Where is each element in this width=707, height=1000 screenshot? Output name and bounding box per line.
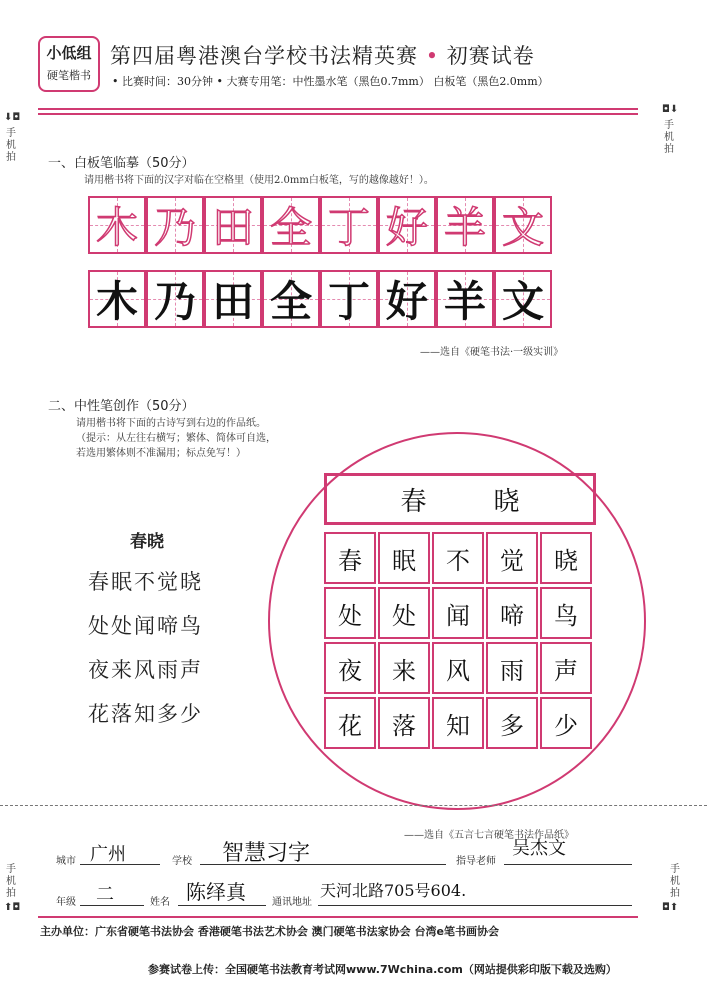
work-cell: 晓 (540, 532, 592, 584)
model-char-row (88, 196, 552, 254)
work-cell: 知 (432, 697, 484, 749)
school-value[interactable]: 智慧习字 (222, 841, 311, 866)
poem-line: 夜来风雨声 (88, 658, 203, 682)
work-cell: 落 (378, 697, 430, 749)
name-underline (178, 905, 266, 906)
work-cell: 少 (540, 697, 592, 749)
camera-icon-top-right: ◘⬇ (662, 104, 679, 115)
work-cell: 闻 (432, 587, 484, 639)
title-dot: • (425, 44, 440, 68)
work-cell: 来 (378, 642, 430, 694)
work-title-char: 春 (400, 486, 427, 517)
written-char-cell: 丁 (320, 270, 378, 328)
written-char-row (88, 270, 552, 328)
address-value[interactable]: 天河北路705号604. (320, 881, 467, 900)
model-char-cell: 田 (204, 196, 262, 254)
header-rule (38, 108, 638, 110)
work-cell: 不 (432, 532, 484, 584)
city-label: 城市 (56, 856, 76, 867)
teacher-value[interactable]: 吴杰文 (512, 838, 566, 859)
work-cell: 夜 (324, 642, 376, 694)
written-char-cell: 田 (204, 270, 262, 328)
poem-line: 处处闻啼鸟 (88, 614, 203, 638)
work-row (324, 697, 594, 749)
work-cell: 花 (324, 697, 376, 749)
work-cell: 觉 (486, 532, 538, 584)
header-rule-2 (38, 113, 638, 115)
side-label-top-left: 手 机 拍 (6, 128, 16, 163)
side-label-bottom-left: 手 机 拍 (6, 864, 16, 899)
page-title (110, 40, 535, 70)
poem-line: 春眠不觉晓 (88, 570, 203, 594)
work-cell: 鸟 (540, 587, 592, 639)
name-value[interactable]: 陈绎真 (186, 880, 246, 904)
work-row (324, 532, 594, 584)
badge-group: 小低组 (46, 44, 92, 62)
title-stage: 初赛试卷 (446, 44, 535, 68)
section2-source: ——选自《五言七言硬笔书法作品纸》 (404, 830, 574, 841)
poem-line: 花落知多少 (88, 702, 203, 726)
footer-rule (38, 916, 638, 918)
work-row (324, 642, 594, 694)
work-cell: 处 (324, 587, 376, 639)
work-cell: 处 (378, 587, 430, 639)
written-char-cell: 好 (378, 270, 436, 328)
grade-label: 年级 (56, 897, 76, 908)
group-badge (38, 36, 100, 92)
work-title-char: 晓 (493, 486, 520, 517)
grade-underline (80, 905, 144, 906)
model-char-cell: 全 (262, 196, 320, 254)
camera-icon-bottom-right: ◘⬆ (662, 902, 679, 913)
model-char-cell: 好 (378, 196, 436, 254)
side-label-bottom-right: 手 机 拍 (670, 864, 680, 899)
badge-type: 硬笔楷书 (47, 69, 91, 82)
model-char-cell: 乃 (146, 196, 204, 254)
camera-icon-bottom-left: ⬆◘ (4, 902, 21, 913)
title-main: 第四届粤港澳台学校书法精英赛 (110, 44, 418, 68)
work-cell: 眠 (378, 532, 430, 584)
work-title-box (324, 473, 596, 525)
section2-heading: 二、中性笔创作（50分） (48, 399, 195, 414)
camera-icon-top-left: ⬇◘ (4, 112, 21, 123)
city-value[interactable]: 广州 (90, 844, 126, 865)
written-char-cell: 羊 (436, 270, 494, 328)
work-cell: 风 (432, 642, 484, 694)
written-char-cell: 乃 (146, 270, 204, 328)
name-label: 姓名 (150, 897, 170, 908)
city-underline (80, 864, 160, 865)
address-label: 通讯地址 (272, 897, 312, 908)
cut-line (0, 805, 707, 806)
exam-info: • 比赛时间：30分钟 • 大赛专用笔：中性墨水笔（黑色0.7mm） 白板笔（黑色2.0mm） (112, 75, 549, 88)
side-label-top-right: 手 机 拍 (664, 120, 674, 155)
model-char-cell: 丁 (320, 196, 378, 254)
grade-value[interactable]: 二 (96, 884, 114, 905)
written-char-cell: 文 (494, 270, 552, 328)
model-char-cell: 羊 (436, 196, 494, 254)
work-cell: 雨 (486, 642, 538, 694)
school-underline (200, 864, 446, 865)
upload-info: 参赛试卷上传：全国硬笔书法教育考试网www.7Wchina.com（网站提供彩印版下载及选购） (148, 963, 617, 976)
model-char-cell: 文 (494, 196, 552, 254)
written-char-cell: 木 (88, 270, 146, 328)
teacher-underline (504, 864, 632, 865)
model-char-cell: 木 (88, 196, 146, 254)
section1-heading: 一、白板笔临摹（50分） (48, 156, 195, 171)
school-label: 学校 (172, 856, 192, 867)
organizers: 主办单位：广东省硬笔书法协会 香港硬笔书法艺术协会 澳门硬笔书法家协会 台湾e笔书画协会 (40, 925, 499, 938)
work-cell: 春 (324, 532, 376, 584)
teacher-label: 指导老师 (456, 856, 496, 867)
work-row (324, 587, 594, 639)
poem-title: 春晓 (130, 532, 164, 552)
section1-source: ——选自《硬笔书法·一级实训》 (420, 347, 564, 358)
work-cell: 啼 (486, 587, 538, 639)
section2-instruction: 请用楷书将下面的古诗写到右边的作品纸。 （提示：从左往右横写；繁体、简体可自选， 若选用繁体则不准漏用；标点免写！） (76, 418, 276, 459)
written-char-cell: 全 (262, 270, 320, 328)
section1-instruction: 请用楷书将下面的汉字对临在空格里（使用2.0mm白板笔，写的越像越好！）。 (84, 175, 434, 186)
work-cell: 多 (486, 697, 538, 749)
work-cell: 声 (540, 642, 592, 694)
address-underline (318, 905, 632, 906)
